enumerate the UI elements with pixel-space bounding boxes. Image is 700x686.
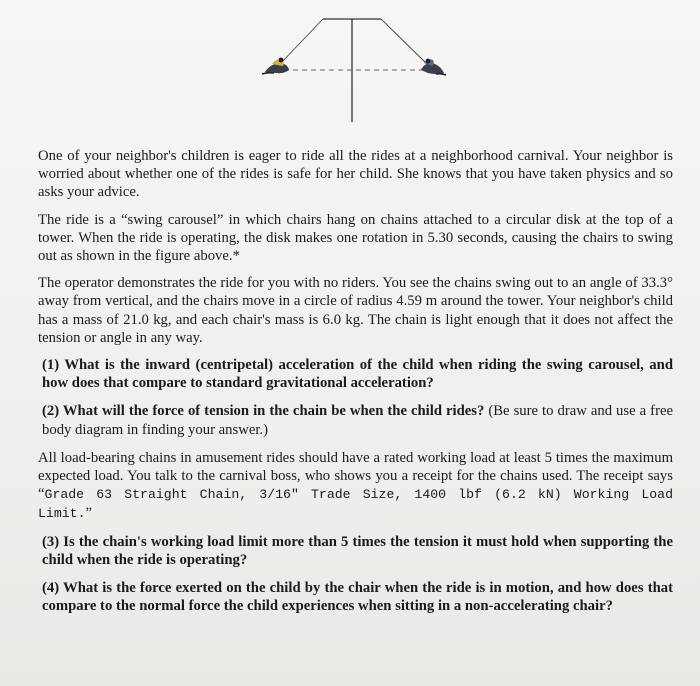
intro-paragraph-2: The ride is a “swing carousel” in which chairs hang on chains attached to a circular disk at the top of a tower. When the ride is operating, the disk makes one rotation in 5.30 seconds, causing the chairs to swing out as shown in the figure above.* <box>38 211 673 265</box>
right-chair-rider <box>421 59 446 75</box>
intro-paragraph-3: The operator demonstrates the ride for you with no riders. You see the chains swing out to an angle of 33.3° away from vertical, and the chairs move in a circle of radius 4.59 m around the tower. Your neighbor's child has a mass of 21.0 kg, and each chair's mass is 6.0 kg. The chain is light enough that it does not affect the tension or angle in any way. <box>38 275 673 346</box>
chain-receipt-paragraph <box>38 449 673 524</box>
receipt-text-start: All load-bearing chains in amusement rides should have a rated working load at least 5 times the maximum expected load. You talk to the carnival boss, who shows you a receipt for the chains used. The receipt says “ <box>38 449 673 503</box>
left-chair-rider <box>262 58 289 74</box>
question-4: (4) What is the force exerted on the child by the chair when the ride is in motion, and how does that compare to the normal force the child experiences when sitting in a non-accelerating chair? <box>42 580 673 615</box>
left-chain <box>280 19 323 64</box>
question-1: (1) What is the inward (centripetal) acceleration of the child when riding the swing carousel, and how does that compare to standard gravitational acceleration? <box>42 357 673 392</box>
question-3: (3) Is the chain's working load limit more than 5 times the tension it must hold when supporting the child when the ride is operating? <box>42 533 673 568</box>
problem-text <box>38 147 673 625</box>
question-2-bold: (2) What will the force of tension in the chain be when the child rides? <box>42 403 485 420</box>
question-2 <box>38 402 673 438</box>
swing-carousel-figure <box>0 0 700 140</box>
intro-paragraph-1: One of your neighbor's children is eager to ride all the rides at a neighborhood carnival. Your neighbor is worried about whether one of the rides is safe for her child. She knows that you have taken physics and so asks your advice. <box>38 148 673 201</box>
receipt-mono-text: Grade 63 Straight Chain, 3/16" Trade Size, 1400 lbf (6.2 kN) Working Load Limit. <box>38 487 673 522</box>
question-2-note: (Be sure to draw and use a free body diagram in finding your answer.) <box>42 403 673 438</box>
right-chain <box>381 19 427 64</box>
receipt-text-end: ” <box>85 505 93 522</box>
